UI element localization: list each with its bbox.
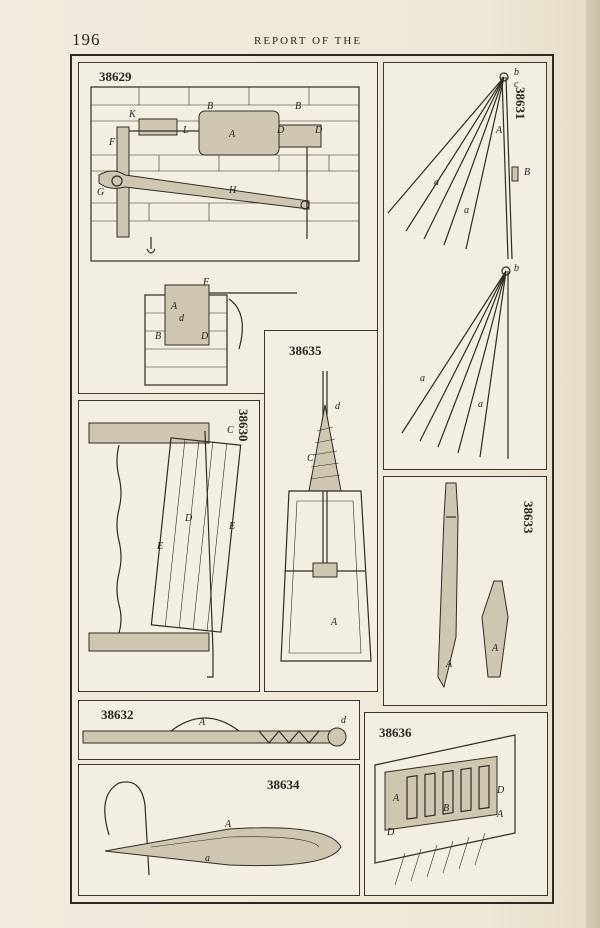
svg-text:A: A	[393, 793, 400, 804]
svg-text:A: A	[446, 659, 453, 670]
svg-text:a: a	[420, 373, 425, 384]
figure-38633-drawing	[384, 477, 546, 705]
svg-text:D: D	[387, 827, 395, 838]
figure-38630-drawing	[79, 401, 259, 691]
figure-38633-number: 38633	[521, 501, 536, 534]
svg-text:a: a	[205, 853, 210, 864]
svg-text:b: b	[514, 263, 519, 274]
svg-text:B: B	[155, 331, 162, 342]
figure-38632-drawing	[79, 701, 359, 759]
figure-38631-panel	[383, 62, 547, 470]
svg-text:H: H	[229, 185, 237, 196]
svg-text:K: K	[129, 109, 136, 120]
svg-text:A: A	[331, 617, 338, 628]
svg-text:L: L	[183, 125, 189, 136]
page-edge	[586, 0, 600, 928]
svg-text:C: C	[307, 453, 314, 464]
figure-38636-drawing	[365, 713, 547, 895]
svg-text:E: E	[229, 521, 236, 532]
svg-text:b: b	[514, 67, 519, 78]
svg-text:F: F	[109, 137, 116, 148]
svg-text:E: E	[157, 541, 164, 552]
svg-text:a: a	[434, 177, 439, 188]
figure-38634-number: 38634	[267, 777, 300, 792]
figure-38629-number: 38629	[99, 69, 132, 84]
svg-text:C: C	[227, 425, 234, 436]
figure-38631-number: 38631	[513, 87, 528, 120]
figure-38632-number: 38632	[101, 707, 134, 722]
svg-text:A: A	[496, 125, 503, 136]
svg-text:D: D	[315, 125, 323, 136]
figure-38636-panel	[364, 712, 548, 896]
figure-38633-panel	[383, 476, 547, 706]
svg-text:G: G	[97, 187, 105, 198]
svg-text:d: d	[341, 715, 346, 726]
svg-text:d: d	[179, 313, 184, 324]
figure-38634-panel	[78, 764, 360, 896]
figure-38636-number: 38636	[379, 725, 412, 740]
svg-text:a: a	[464, 205, 469, 216]
svg-text:A: A	[492, 643, 499, 654]
svg-text:c: c	[514, 79, 519, 90]
svg-text:A: A	[229, 129, 236, 140]
svg-text:A: A	[497, 809, 504, 820]
figure-38634-drawing	[79, 765, 359, 895]
svg-text:F: F	[203, 277, 210, 288]
svg-text:D: D	[497, 785, 505, 796]
svg-text:A: A	[225, 819, 232, 830]
svg-text:D: D	[201, 331, 209, 342]
page-number: 196	[72, 30, 101, 49]
figure-38635-drawing	[265, 331, 377, 691]
svg-text:D: D	[277, 125, 285, 136]
svg-text:A: A	[171, 301, 178, 312]
figure-38635-panel	[264, 330, 378, 692]
figure-38630-number: 38630	[236, 409, 251, 442]
svg-text:D: D	[185, 513, 193, 524]
running-title: REPORT OF THE	[254, 35, 363, 47]
svg-text:B: B	[524, 167, 531, 178]
svg-text:a: a	[478, 399, 483, 410]
svg-text:B: B	[443, 803, 450, 814]
figure-38635-number: 38635	[289, 343, 322, 358]
svg-text:d: d	[335, 401, 340, 412]
svg-text:A: A	[199, 717, 206, 728]
figure-38632-panel	[78, 700, 360, 760]
svg-text:B: B	[207, 101, 214, 112]
figure-38631-drawing	[384, 63, 546, 469]
figure-38630-panel	[78, 400, 260, 692]
svg-text:B: B	[295, 101, 302, 112]
